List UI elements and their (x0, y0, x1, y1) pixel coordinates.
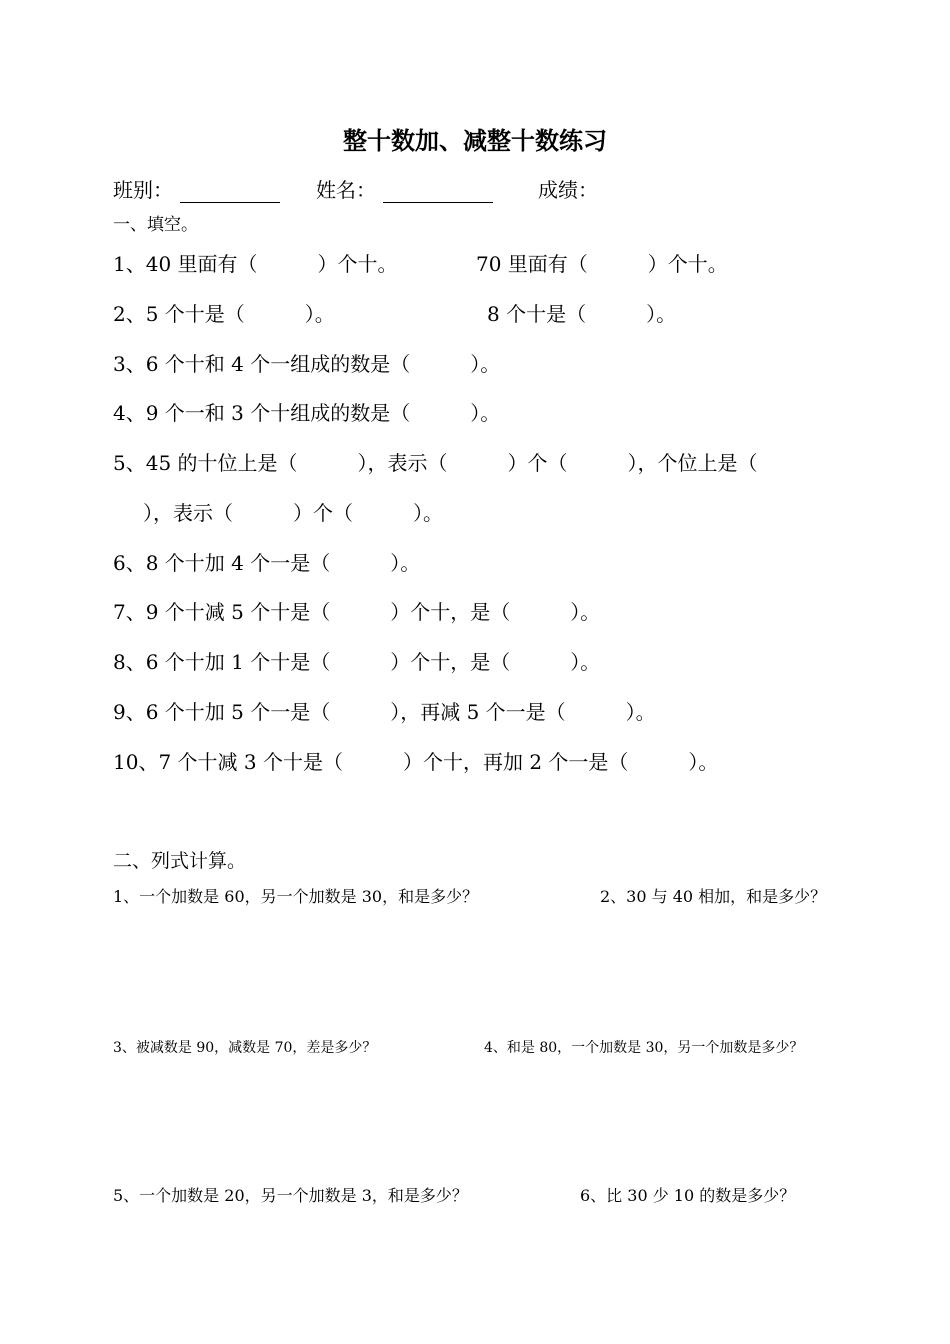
question-2b: 8 个十是（ ）。 (487, 302, 677, 326)
problem-1: 1、一个加数是 60，另一个加数是 30，和是多少？ (113, 887, 479, 906)
question-7: 7、9 个十减 5 个十是（ ）个十，是（ ）。 (113, 600, 601, 624)
class-label: 班别： (113, 178, 173, 202)
question-3: 3、6 个十和 4 个一组成的数是（ ）。 (113, 352, 501, 376)
question-10: 10、7 个十减 3 个十是（ ）个十，再加 2 个一是（ ）。 (113, 750, 719, 774)
question-2a: 2、5 个十是（ ）。 (113, 302, 335, 326)
problem-5: 5、一个加数是 20，另一个加数是 3，和是多少？ (113, 1186, 468, 1205)
question-4: 4、9 个一和 3 个十组成的数是（ ）。 (113, 401, 501, 425)
page-title: 整十数加、减整十数练习 (343, 126, 607, 155)
question-1a: 1、40 里面有（ ）个十。 (113, 252, 398, 276)
question-8: 8、6 个十加 1 个十是（ ）个十，是（ ）。 (113, 650, 601, 674)
name-label: 姓名： (316, 178, 376, 202)
problem-6: 6、比 30 少 10 的数是多少？ (580, 1186, 796, 1205)
question-9: 9、6 个十加 5 个一是（ ），再减 5 个一是（ ）。 (113, 700, 656, 724)
question-5-line1: 5、45 的十位上是（ ），表示（ ）个（ ），个位上是（ (113, 451, 758, 475)
question-5-line2: ），表示（ ）个（ ）。 (143, 501, 443, 525)
problem-4: 4、和是 80，一个加数是 30，另一个加数是多少？ (484, 1040, 804, 1056)
score-label: 成绩： (538, 178, 598, 202)
question-6: 6、8 个十加 4 个一是（ ）。 (113, 551, 421, 575)
problem-3: 3、被减数是 90，减数是 70，差是多少？ (113, 1040, 377, 1056)
section1-heading: 一、填空。 (113, 215, 198, 235)
class-blank[interactable] (180, 202, 280, 203)
section2-heading: 二、列式计算。 (113, 850, 247, 872)
name-blank[interactable] (383, 202, 493, 203)
question-1b: 70 里面有（ ）个十。 (476, 252, 728, 276)
problem-2: 2、30 与 40 相加，和是多少？ (600, 887, 827, 906)
